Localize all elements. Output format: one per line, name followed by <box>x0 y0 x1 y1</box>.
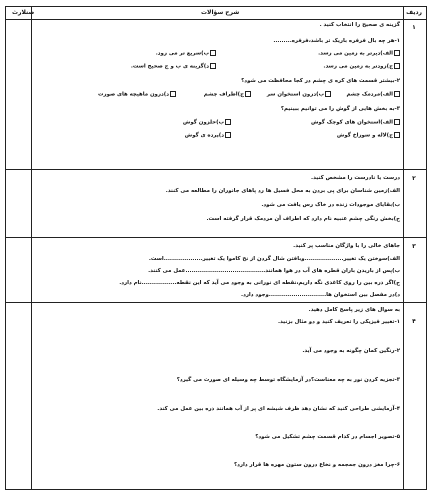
checkbox[interactable] <box>210 63 216 69</box>
question-text: ۶-چرا مغز درون جمجمه و نخاع درون ستون مهره ها قرار دارد؟ <box>234 462 400 468</box>
option-item[interactable]: ب)درون استخوان سر <box>267 91 331 98</box>
checkbox[interactable] <box>394 119 400 125</box>
fill-blank-text: ج)اگر ذره بین را روی کاغذی نگه داریم،نقطه ای نورانی به وجود می آید که این نقطه.................نام دارد. <box>119 280 400 286</box>
question-text: ۲-بیشتر قسمت های کره ی چشم در کجا محافظت می شود؟ <box>241 78 400 84</box>
section-title: جاهای خالی را با واژگان مناسب پر کنید. <box>293 243 400 249</box>
section-number: ۲ <box>412 175 416 182</box>
header-questions: شرح سؤالات <box>201 9 240 16</box>
question-text: ۲-رنگین کمان چگونه به وجود می آید. <box>302 348 400 354</box>
statement-text: الف)زمین شناسان برای پی بردن به محل فسیل ها رد پاهای جانوران را مطالعه می کنند. <box>165 188 400 194</box>
option-item[interactable]: ب)حلزون گوش <box>183 119 231 126</box>
header-row: ردیف <box>406 9 422 16</box>
row-divider <box>6 237 426 238</box>
checkbox[interactable] <box>394 50 400 56</box>
checkbox[interactable] <box>325 91 331 97</box>
question-text: ۴-آزمایشی طراحی کنید که نشان دهد ظرف شیشه ای پر از آب همانند ذره بین عمل می کند. <box>157 406 400 412</box>
checkbox[interactable] <box>394 63 400 69</box>
statement-text: ج)بخش رنگی چشم عنبیه نام دارد که اطراف آن مردمک قرار گرفته است. <box>206 216 400 222</box>
checkbox[interactable] <box>210 50 216 56</box>
section-number: ۴ <box>412 318 416 325</box>
statement-text: ب)بقایای موجودات زنده در خاک رس یافت می شود. <box>261 202 400 208</box>
exam-sheet <box>5 6 427 490</box>
checkbox[interactable] <box>394 91 400 97</box>
checkbox[interactable] <box>245 91 251 97</box>
fill-blank-text: الف)سوختن یک تغییر...................وبافتن شال گردن از نخ کاموا یک تغییر...................است. <box>148 256 400 262</box>
question-text: ۱-تغییر فیزیکی را تعریف کنید و دو مثال بزنید. <box>277 319 400 325</box>
row-divider <box>6 302 426 303</box>
option-item[interactable]: د)گزینه ی ب و ج صحیح است. <box>131 63 216 70</box>
checkbox[interactable] <box>170 91 176 97</box>
question-text: ۵-تصویر اجسام در کدام قسمت چشم تشکیل می شود؟ <box>255 434 400 440</box>
question-text: ۱-هر چه بال فرفره باریک تر باشد،فرفره......... <box>273 38 400 44</box>
column-divider-score <box>31 7 32 489</box>
option-item[interactable]: ج)لاله و سوراخ گوش <box>337 132 400 139</box>
header-score: صنلارث <box>12 9 35 16</box>
fill-blank-text: د)در مفصل بین استخوان ها............................وجود دارد. <box>241 292 400 298</box>
section-title: به سوال های زیر پاسخ کامل دهید. <box>308 307 400 313</box>
row-divider <box>6 169 426 170</box>
checkbox[interactable] <box>225 132 231 138</box>
option-item[interactable]: الف)استخوان های کوچک گوش <box>311 119 400 126</box>
option-item[interactable]: ب)سریع تر می رود. <box>156 50 216 57</box>
section-title: گزینه ی صحیح را انتخاب کنید . <box>319 22 400 28</box>
section-title: درست یا نادرست را مشخص کنید. <box>311 175 400 181</box>
section-number: ۱ <box>412 24 416 31</box>
option-item[interactable]: ج)اطراف چشم <box>204 91 251 98</box>
option-item[interactable]: الف)دیرتر به زمین می رسد. <box>318 50 400 57</box>
checkbox[interactable] <box>394 132 400 138</box>
question-text: ۳-به بخش هایی از گوش را می توانیم ببینیم؟ <box>280 106 400 112</box>
option-item[interactable]: الف)مردمک چشم <box>346 91 400 98</box>
option-item[interactable]: د)پرده ی گوش <box>185 132 231 139</box>
question-text: ۳-تجزیه کردن نور به چه معناست؟در آزمایشگاه توسط چه وسیله ای صورت می گیرد؟ <box>176 377 400 383</box>
section-number: ۳ <box>412 243 416 250</box>
table-header <box>6 7 426 20</box>
fill-blank-text: ب)پس از باریدن باران قطره های آب در هوا همانند.......................................عمل می کنند. <box>148 268 400 274</box>
option-item[interactable]: ج)زودتر به زمین می رسد. <box>323 63 400 70</box>
option-item[interactable]: د)درون ماهیچه های صورت <box>98 91 176 98</box>
checkbox[interactable] <box>225 119 231 125</box>
